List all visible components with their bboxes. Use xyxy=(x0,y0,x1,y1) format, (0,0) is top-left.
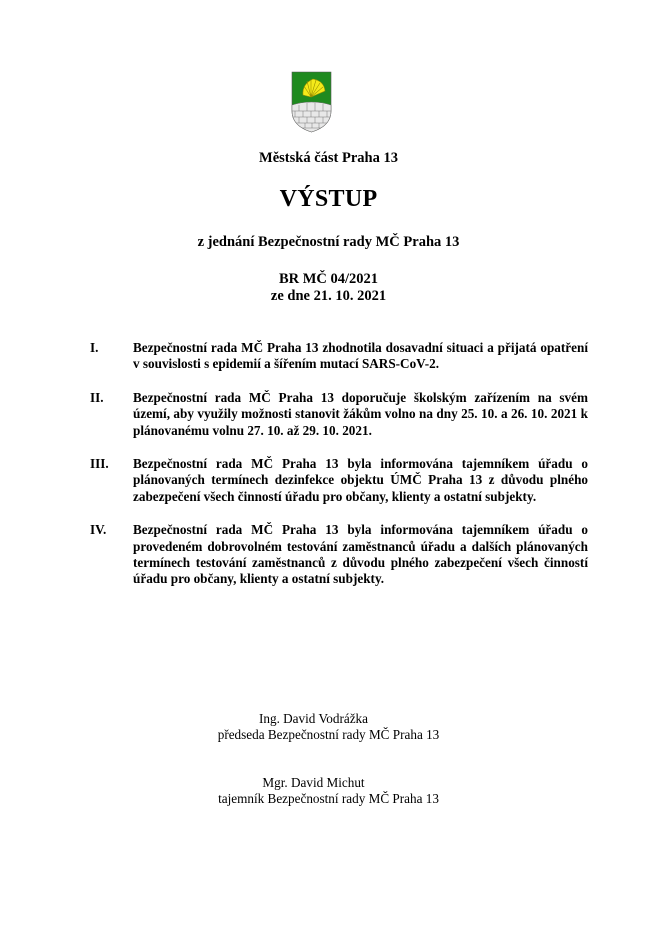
resolution-item xyxy=(90,390,588,439)
item-number: III. xyxy=(90,456,109,472)
signatory-role: tajemník Bezpečnostní rady MČ Praha 13 xyxy=(218,791,439,806)
resolution-item xyxy=(90,522,588,588)
item-text: Bezpečnostní rada MČ Praha 13 zhodnotila dosavadní situaci a přijatá opatření v souvislosti s epidemií a šířením mutací SARS-CoV-2. xyxy=(133,340,588,372)
item-text: Bezpečnostní rada MČ Praha 13 byla informována tajemníkem úřadu o provedeném dobrovolném testování zaměstnanců úřadu a dalších plánovaných termínech testování zaměstnanců z důvodu plného zabezpečení všech činností úřadu pro občany, klienty a ostatní subjekty. xyxy=(133,522,588,587)
signature-block-chair xyxy=(0,711,657,743)
item-text: Bezpečnostní rada MČ Praha 13 byla informována tajemníkem úřadu o plánovaných termínech dezinfekce objektu ÚMČ Praha 13 z důvodu plného zabezpečení všech činností úřadu pro občany, klienty a ostatní subjekty. xyxy=(133,456,588,504)
signatory-name: Ing. David Vodrážka xyxy=(258,711,368,726)
document-number: BR MČ 04/2021 xyxy=(278,271,379,287)
resolution-item xyxy=(90,456,588,505)
resolution-list xyxy=(90,340,588,605)
document-reference xyxy=(0,271,657,305)
document-subtitle: z jednání Bezpečnostní rady MČ Praha 13 xyxy=(197,234,460,250)
signatory-name: Mgr. David Michut xyxy=(262,775,365,790)
item-number: I. xyxy=(90,340,99,355)
document-title: VÝSTUP xyxy=(279,186,378,212)
coat-of-arms-logo xyxy=(291,71,332,133)
resolution-item xyxy=(90,340,588,373)
document-date: ze dne 21. 10. 2021 xyxy=(270,288,387,304)
signatory-role: předseda Bezpečnostní rady MČ Praha 13 xyxy=(217,727,440,742)
item-text: Bezpečnostní rada MČ Praha 13 doporučuje školským zařízením na svém území, aby využily možnosti stanovit žákům volno na dny 25. 10. a 26. 10. 2021 k plánovanému volnu 27. 10. až 29. 10. 2021. xyxy=(133,389,588,438)
item-number: II. xyxy=(90,389,104,405)
district-name: Městská část Praha 13 xyxy=(259,150,398,166)
signature-block-secretary xyxy=(0,775,657,807)
item-number: IV. xyxy=(90,522,107,538)
